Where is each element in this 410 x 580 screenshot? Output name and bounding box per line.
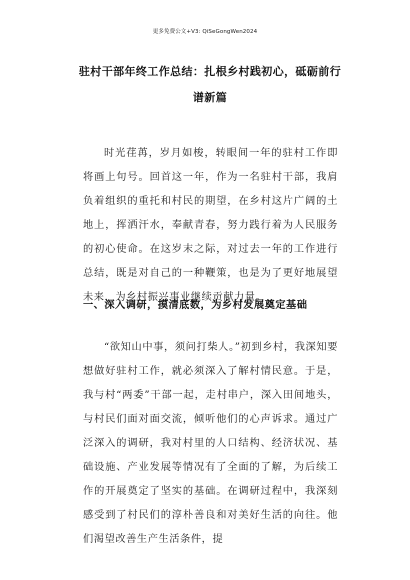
section-heading: 一、深入调研，摸清底数，为乡村发展奠定基础 (83, 300, 308, 311)
section-paragraph: “欲知山中事，须问打柴人。”初到乡村，我深知要想做好驻村工作，就必须深入了解村情民意。于是，我与村“两委”干部一起，走村串户，深入田间地头，与村民们面对面交流，倾听他们的心声诉求。通过广泛深入的调研，我对村里的人口结构、经济状况、基础设施、产业发展等情况有了全面的了解，为后续工作的开展奠定了坚实的基础。在调研过程中，我深刻感受到了村民们的淳朴善良和对美好生活的向往。他们渴望改善生产生活条件，提 (83, 342, 338, 545)
header-note: 更多免费公文+V3: QiSeGongWen2024 (152, 29, 258, 35)
document-title: 驻村干部年终工作总结：扎根乡村践初心，砥砺前行谱新篇 (78, 65, 342, 104)
intro-paragraph: 时光荏苒，岁月如梭，转眼间一年的驻村工作即将画上句号。回首这一年，作为一名驻村干部，我肩负着组织的重托和村民的期望，在乡村这片广阔的土地上，挥洒汗水，奉献青春，努力践行着为人民服务的初心使命。在这岁末之际，对过去一年的工作进行总结，既是对自己的一种鞭策，也是为了更好地展望未来，为乡村振兴事业继续贡献力量。 (83, 148, 338, 303)
